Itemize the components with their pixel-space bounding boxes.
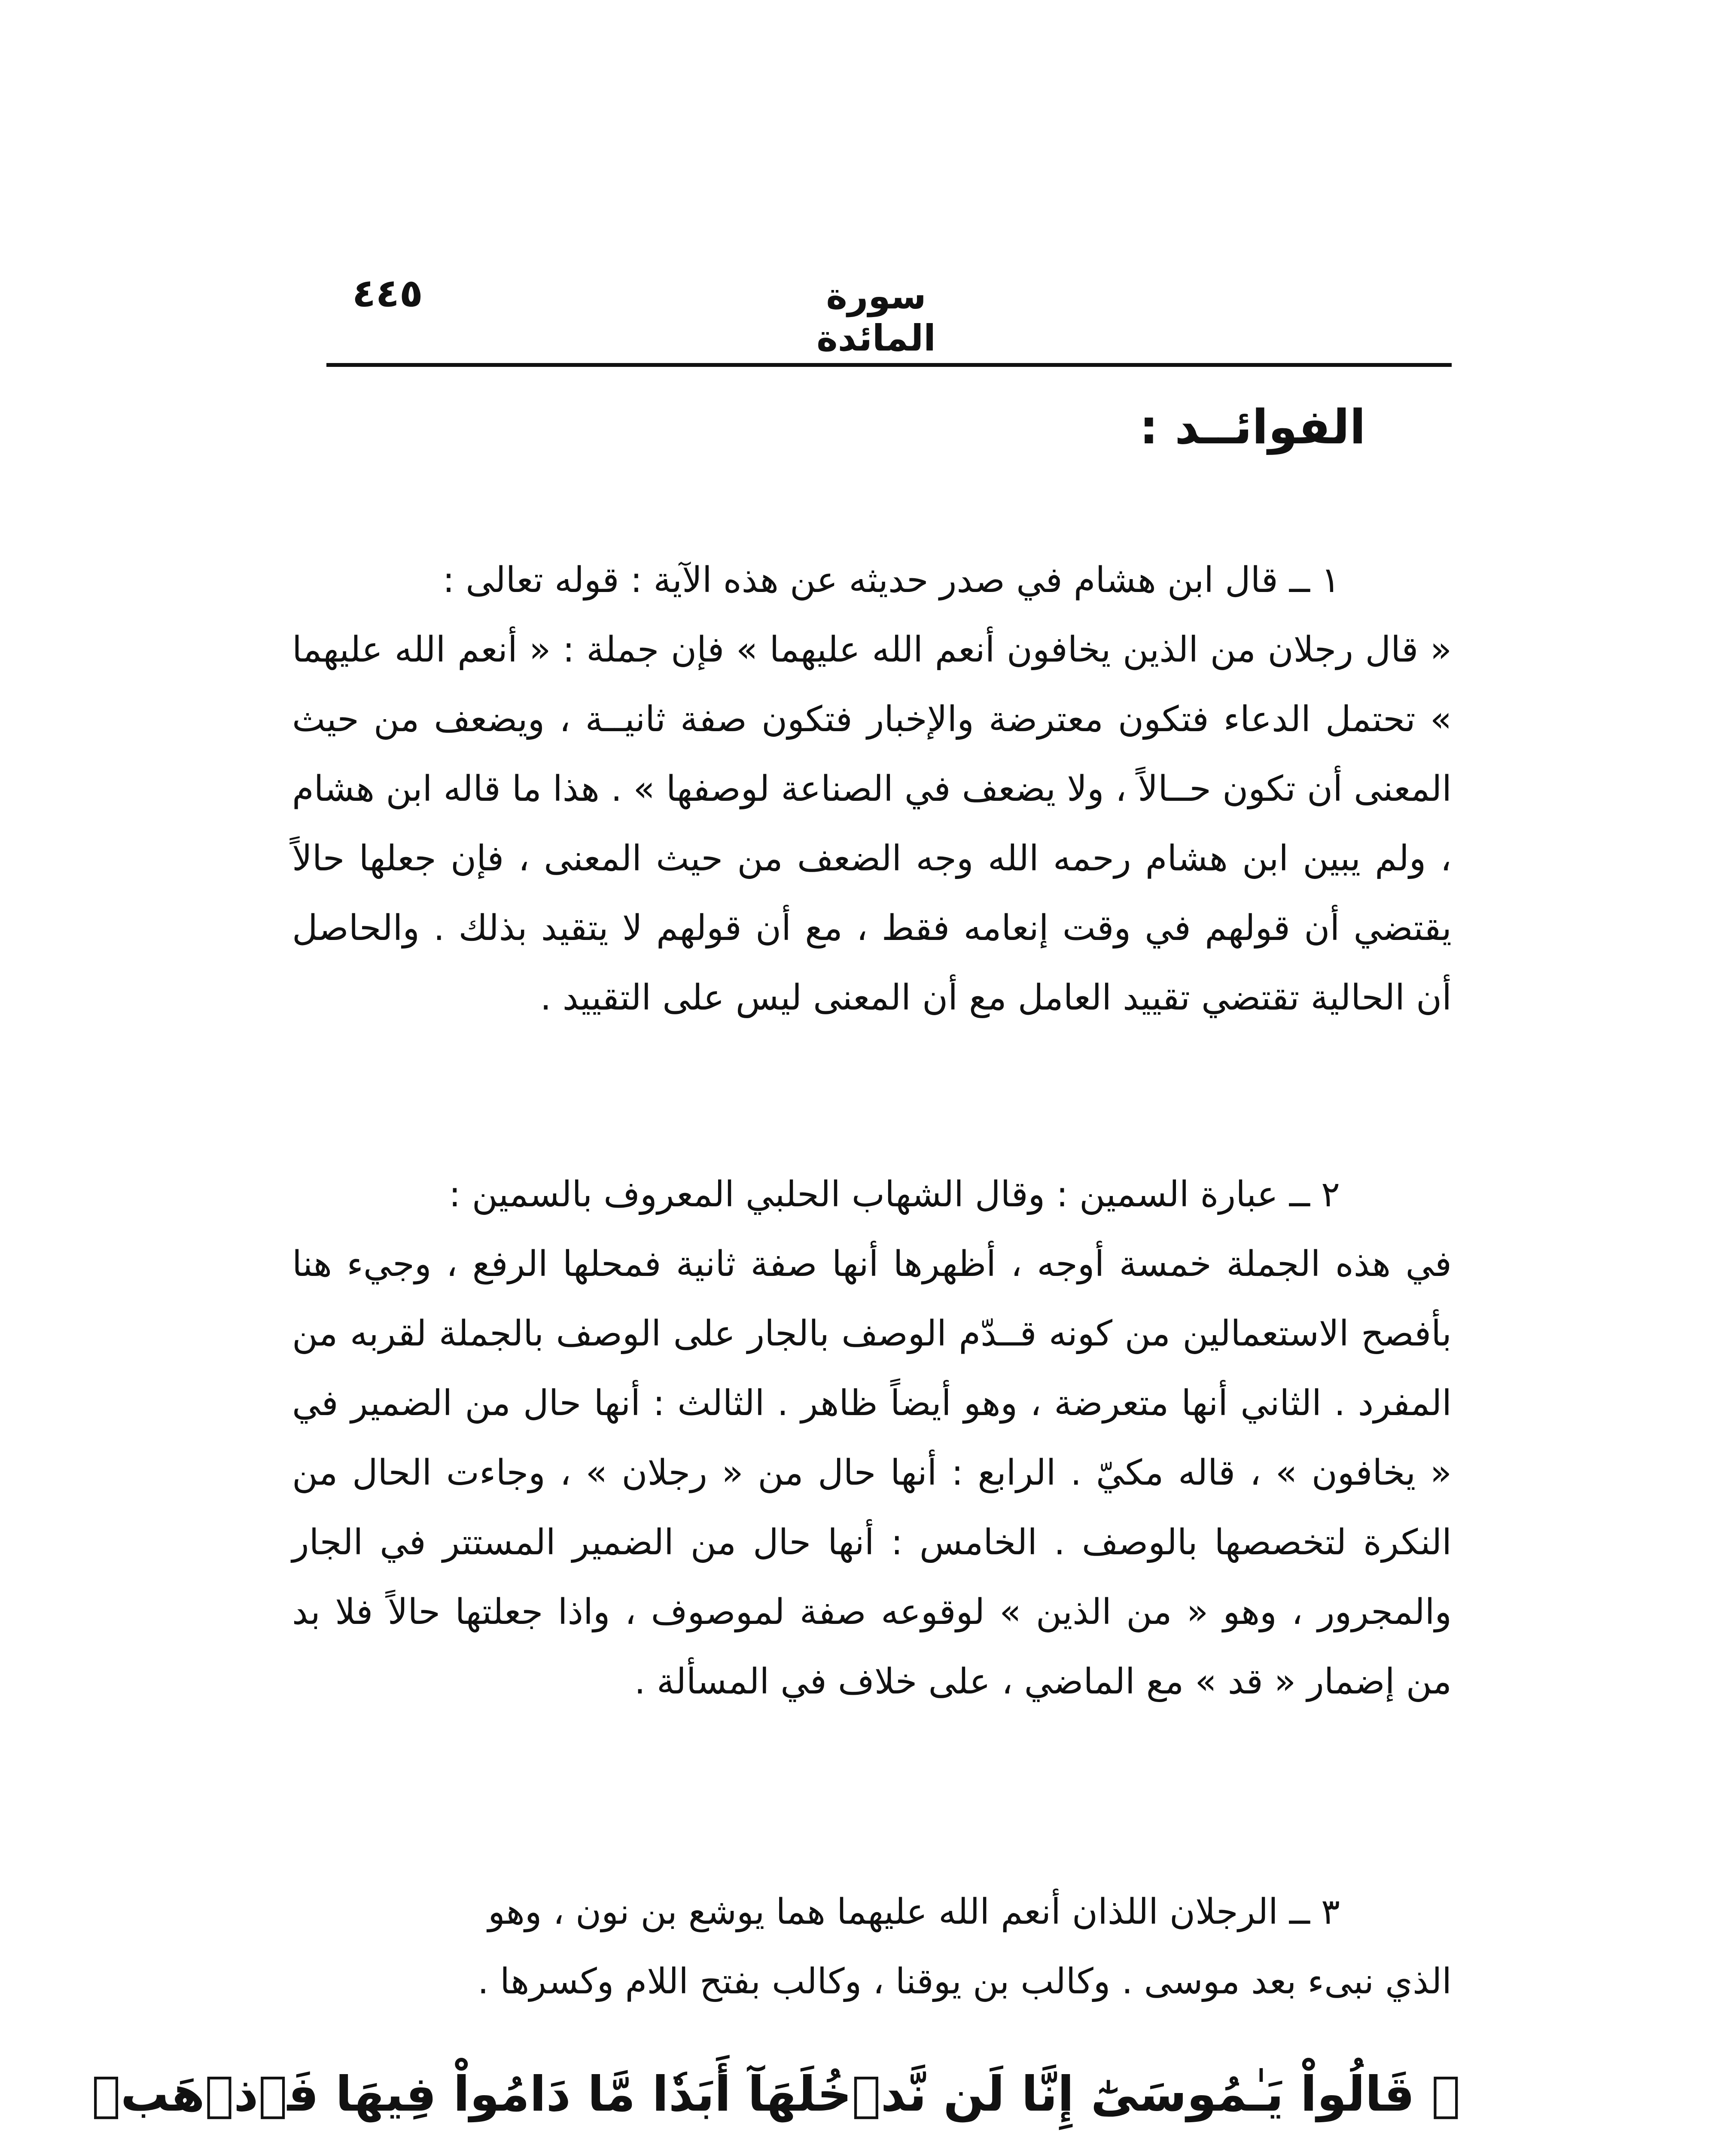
- paragraph-3-first-line: ٣ ــ الرجلان اللذان أنعم الله عليهما هما يوشع بن نون ، وهو: [488, 1892, 1340, 1932]
- paragraph-2: [292, 1160, 1452, 1717]
- paragraph-2-first-line: ٢ ــ عبارة السمين : وقال الشهاب الحلبي المعروف بالسمين :: [449, 1174, 1340, 1215]
- header-divider: [326, 363, 1452, 367]
- paragraph-1: [292, 546, 1452, 1033]
- paragraph-2-body: في هذه الجملة خمسة أوجه ، أظهرها أنها صفة ثانية فمحلها الرفع ، وجيء هنا بأفصح الاستعمالين من كونه قــدّم الوصف بالجار على الوصف بالجملة لقربه من المفرد . الثاني أنها متعرضة ، وهو أيضاً ظاهر . الثالث : أنها حال من الضمير في « يخافون » ، قاله مكيّ . الرابع : أنها حال من « رجلان » ، وجاءت الحال من النكرة لتخصصها بالوصف . الخامس : أنها حال من الضمير المستتر في الجار والمجرور ، وهو « من الذين » لوقوعه صفة لموصوف ، واذا جعلتها حالاً فلا بد من إضمار « قد » مع الماضي ، على خلاف في المسألة .: [292, 1244, 1452, 1702]
- paragraph-3: [292, 1877, 1452, 2017]
- section-heading: الفوائــد :: [1139, 400, 1366, 455]
- paragraph-1-first-line: ١ ــ قال ابن هشام في صدر حديثه عن هذه الآية : قوله تعالى :: [442, 560, 1340, 601]
- page-header: [326, 258, 1452, 359]
- quran-verse: ﴿ قَالُواْ يَـٰمُوسَىٰٓ إِنَّا لَن نَّدۡخُلَهَآ أَبَدٗا مَّا دَامُواْ فِيهَا فَٱذۡهَبۡ: [91, 2066, 1460, 2122]
- chapter-title: سورة المائدة: [816, 275, 936, 359]
- paragraph-1-body: « قال رجلان من الذين يخافون أنعم الله عليهما » فإن جملة : « أنعم الله عليهما » تحتمل الدعاء فتكون معترضة والإخبار فتكون صفة ثانيــة ، ويضعف من حيث المعنى أن تكون حــالاً ، ولا يضعف في الصناعة لوصفها » . هذا ما قاله ابن هشام ، ولم يبين ابن هشام رحمه الله وجه الضعف من حيث المعنى ، فإن جعلها حالاً يقتضي أن قولهم في وقت إنعامه فقط ، مع أن قولهم لا يتقيد بذلك . والحاصل أن الحالية تقتضي تقييد العامل مع أن المعنى ليس على التقييد .: [292, 629, 1452, 1018]
- page-number: ٤٤٥: [352, 271, 423, 316]
- paragraph-3-body: الذي نبىء بعد موسى . وكالب بن يوقنا ، وكالب بفتح اللام وكسرها .: [478, 1961, 1452, 2002]
